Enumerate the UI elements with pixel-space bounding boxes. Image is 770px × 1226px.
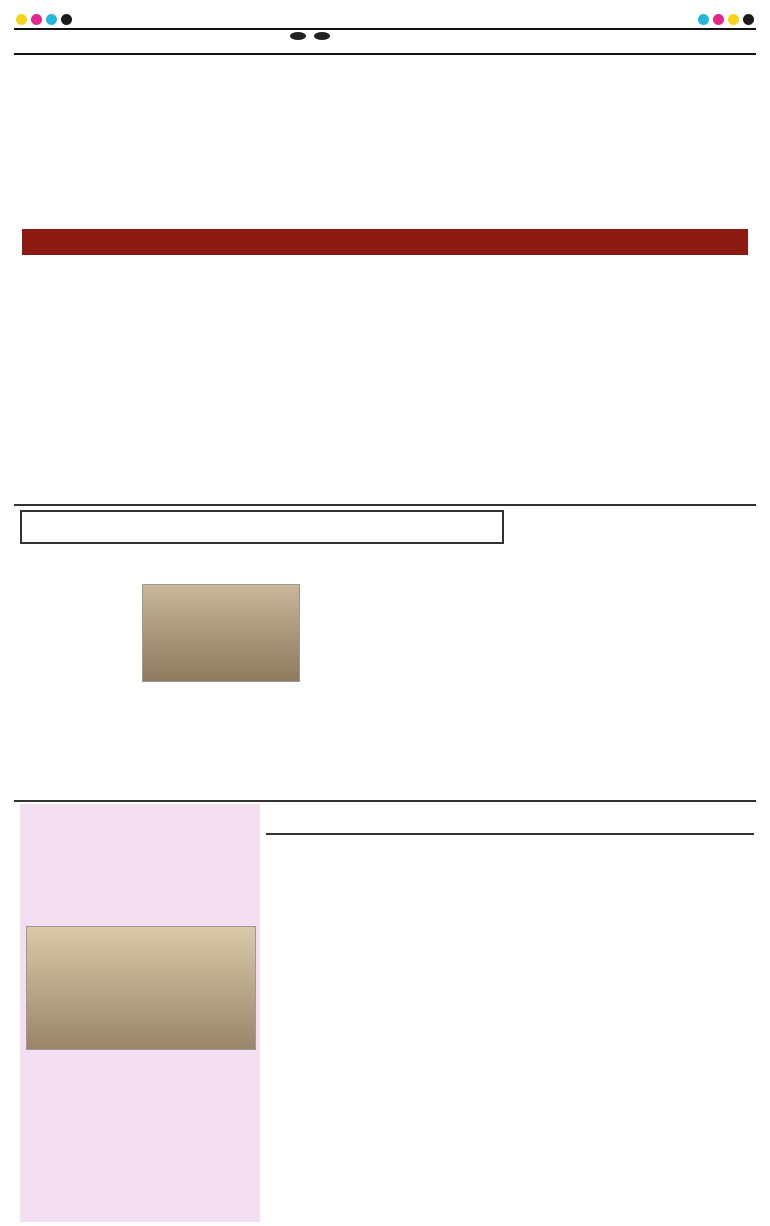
divider (14, 800, 756, 802)
story2-text-col2-top (142, 548, 298, 584)
story2-text-col3 (304, 548, 412, 794)
story1-text-top (22, 259, 748, 299)
story3-text-bottom (26, 1054, 256, 1220)
dot (743, 14, 754, 25)
dot (31, 14, 42, 25)
story2-text-col2-bottom (142, 685, 298, 794)
story4-text-right (634, 838, 752, 1222)
dot (698, 14, 709, 25)
story2-headline-box (20, 510, 504, 544)
flame-icon (314, 32, 330, 40)
story4-text-bottom (384, 1138, 634, 1222)
story1-text-bottom (22, 440, 748, 502)
story2-text-col1 (22, 548, 138, 794)
header-dots-right (698, 14, 754, 25)
story3-photo (26, 926, 256, 1050)
header-rule-bottom (14, 53, 756, 55)
dot (46, 14, 57, 25)
story1-subhead (22, 229, 748, 255)
header-dots-left (16, 14, 72, 25)
story2-group-photo (142, 584, 300, 682)
header-rule-top (14, 28, 756, 30)
story3-text-top (26, 856, 256, 924)
dot (713, 14, 724, 25)
story2-text-col4 (414, 548, 508, 794)
story4-text-left (268, 838, 380, 1134)
flame-icon (290, 32, 306, 40)
dot (61, 14, 72, 25)
dot (16, 14, 27, 25)
dot (728, 14, 739, 25)
story2-group-people (143, 585, 299, 681)
divider (14, 504, 756, 506)
divider (266, 833, 754, 835)
story3-group-people (27, 927, 255, 1049)
header-center (290, 32, 330, 40)
